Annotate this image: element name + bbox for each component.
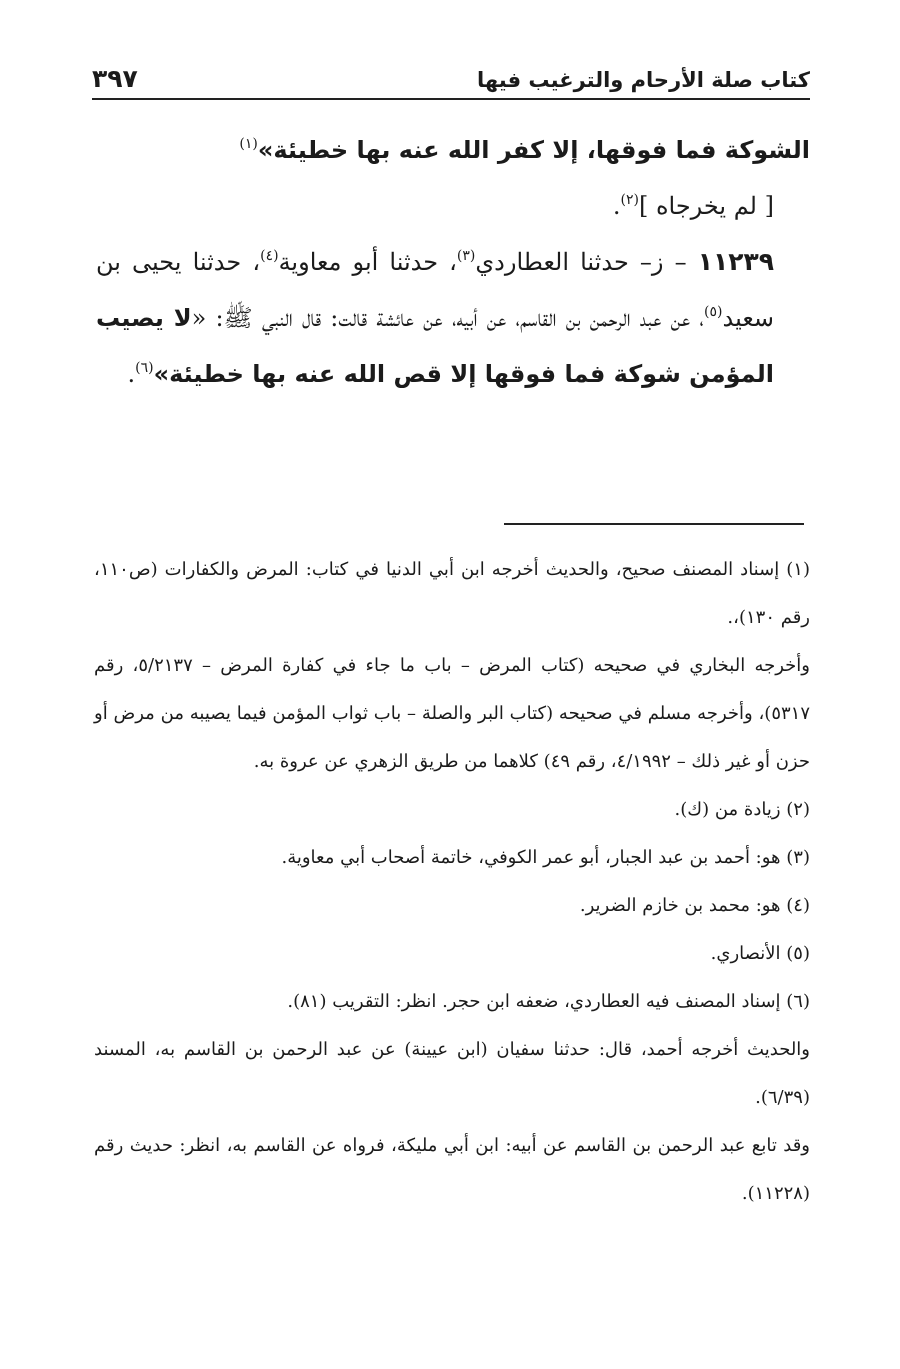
- footnote-3: (٣) هو: أحمد بن عبد الجبار، أبو عمر الكوفي، خاتمة أصحاب أبي معاوية.: [281, 847, 810, 868]
- isnad-part-c: ، حدثنا يحيى بن سعيد: [96, 248, 775, 332]
- running-header: [92, 66, 810, 100]
- footnote-6-continued-1: والحديث أخرجه أحمد، قال: حدثنا سفيان (ابن عيينة) عن عبد الرحمن بن القاسم به، المسند (٦/٣٩).: [94, 1039, 810, 1108]
- footnote-6: (٦) إسناد المصنف فيه العطاردي، ضعفه ابن حجر. انظر: التقريب (٨١).: [287, 991, 810, 1012]
- isnad-part-a: – ز– حدثنا العطاردي: [475, 248, 687, 276]
- running-title: كتاب صلة الأرحام والترغيب فيها: [477, 68, 810, 92]
- footnote-2: (٢) زيادة من (ك).: [674, 799, 810, 820]
- hadith-paragraph: [96, 234, 810, 402]
- page-number: ٣٩٧: [92, 64, 138, 93]
- hadith-number: ١١٢٣٩: [697, 247, 774, 276]
- hadith-matn: لا يصيب المؤمن شوكة فما فوقها إلا قص الله عنه بها خطيئة»: [96, 304, 774, 388]
- footnote-ref-2: (٢): [620, 192, 639, 208]
- footnote-ref-6: (٦): [135, 360, 154, 376]
- footnote-ref-3: (٣): [456, 248, 476, 264]
- isnad-part-d: ، عن عبد الرحمن بن القاسم، عن أبيه، عن عائشة قالت: قال النبي ﷺ: «: [191, 304, 705, 332]
- main-line-1: [96, 122, 810, 178]
- footnote-ref-5: (٥): [704, 304, 723, 320]
- footnote-1: (١) إسناد المصنف صحيح، والحديث أخرجه ابن أبي الدنيا في كتاب: المرض والكفارات (ص١١٠، رقم ١٣٠)،.: [94, 559, 810, 628]
- footnote-ref-4: (٤): [260, 248, 279, 264]
- period: .: [612, 192, 621, 220]
- not-extracted-note: [ لم يخرجاه ]: [638, 192, 774, 220]
- hadith-ending-text: الشوكة فما فوقها، إلا كفر الله عنه بها خطيئة»: [257, 136, 810, 164]
- footnote-4: (٤) هو: محمد بن خازم الضرير.: [579, 895, 810, 916]
- period: .: [127, 360, 136, 388]
- main-line-2: [96, 178, 810, 234]
- footnote-ref-1: (١): [239, 136, 258, 152]
- footnote-5: (٥) الأنصاري.: [710, 943, 810, 964]
- footnote-6-continued-2: وقد تابع عبد الرحمن بن القاسم عن أبيه: ابن أبي مليكة، فرواه عن القاسم به، انظر: حديث رقم (١١٢٢٨).: [94, 1135, 810, 1204]
- footnote-1-continued: وأخرجه البخاري في صحيحه (كتاب المرض – باب ما جاء في كفارة المرض – ٥/٢١٣٧، رقم ٥٣١٧)، وأخرجه مسلم في صحيحه (كتاب البر والصلة – باب ثواب المؤمن فيما يصيبه من مرض أو حزن أو غير ذلك – ٤/١٩٩٢، رقم ٤٩) كلاهما من طريق الزهري عن عروة به.: [94, 655, 810, 772]
- footnote-separator: [504, 523, 804, 525]
- footnotes: [94, 546, 810, 1218]
- isnad-part-b: ، حدثنا أبو معاوية: [278, 248, 457, 276]
- main-text: [96, 122, 810, 402]
